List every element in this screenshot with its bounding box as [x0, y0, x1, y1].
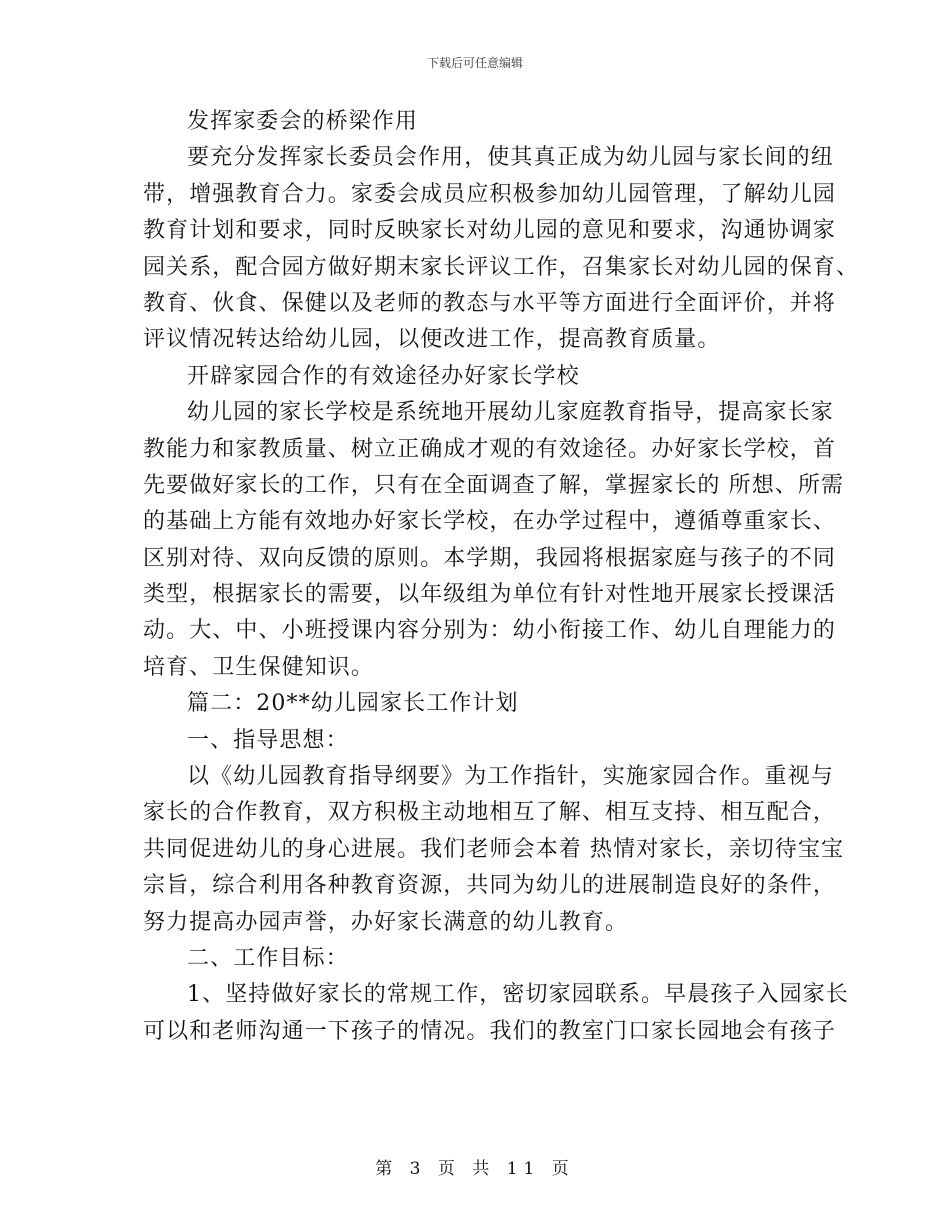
section-heading-bridge: 发挥家委会的桥梁作用 [187, 109, 419, 134]
text-line: 教育计划和要求，同时反映家长对幼儿园的意见和要求，沟通协调家 [143, 218, 837, 244]
header-note: 下载后可任意编辑 [426, 56, 523, 70]
document-body [143, 104, 860, 1050]
section-heading-parent-school: 开辟家园合作的有效途径办好家长学校 [187, 363, 580, 389]
section-heading-part-two: 篇二：20**幼儿园家长工作计划 [187, 691, 519, 717]
text-line: 类型，根据家长的需要，以年级组为单位有针对性地开展家长授课活 [143, 582, 837, 608]
text-line: 动。大、中、小班授课内容分别为：幼小衔接工作、幼儿自理能力的 [143, 618, 837, 644]
text-line: 努力提高办园声誉，办好家长满意的幼儿教育。 [143, 909, 629, 935]
section-heading-goals: 二、工作目标： [187, 945, 349, 971]
paragraph-guiding [143, 759, 845, 941]
paragraph-committee [143, 140, 860, 358]
text-line: 培育、卫生保健知识。 [143, 654, 375, 680]
page-number: 第 3 页 共 11 页 [375, 1159, 575, 1179]
text-line: 家长的合作教育，双方积极主动地相互了解、相互支持、相互配合， [143, 800, 837, 826]
text-line: 要充分发挥家长委员会作用，使其真正成为幼儿园与家长间的纽 [187, 145, 834, 171]
text-line: 园关系，配合园方做好期末家长评议工作，召集家长对幼儿园的保育、 [143, 254, 860, 280]
text-line: 1、坚持做好家长的常规工作，密切家园联系。早晨孩子入园家长 [187, 982, 849, 1008]
text-line: 教育、伙食、保健以及老师的教态与水平等方面进行全面评价，并将 [143, 290, 837, 316]
text-line: 评议情况转达给幼儿园，以便改进工作，提高教育质量。 [143, 327, 721, 353]
text-line: 可以和老师沟通一下孩子的情况。我们的教室门口家长园地会有孩子 [143, 1018, 837, 1044]
text-line: 宗旨，综合利用各种教育资源，共同为幼儿的进展制造良好的条件， [143, 873, 837, 899]
text-line: 共同促进幼儿的身心进展。我们老师会本着 热情对家长，亲切待宝宝 [143, 836, 845, 862]
text-line: 带，增强教育合力。家委会成员应积极参加幼儿园管理，了解幼儿园 [143, 181, 837, 207]
text-line: 以《幼儿园教育指导纲要》为工作指针，实施家园合作。重视与 [187, 764, 834, 790]
text-line: 的基础上方能有效地办好家长学校，在办学过程中，遵循尊重家长、 [143, 509, 837, 535]
section-heading-guiding: 一、指导思想： [187, 727, 349, 753]
text-line: 先要做好家长的工作，只有在全面调查了解，掌握家长的 所想、所需 [143, 472, 845, 498]
text-line: 教能力和家教质量、树立正确成才观的有效途径。办好家长学校，首 [143, 436, 837, 462]
text-line: 区别对待、双向反馈的原则。本学期，我园将根据家庭与孩子的不同 [143, 545, 837, 571]
paragraph-goals [143, 977, 849, 1050]
text-line: 幼儿园的家长学校是系统地开展幼儿家庭教育指导，提高家长家 [187, 400, 834, 426]
paragraph-parent-school [143, 395, 845, 686]
